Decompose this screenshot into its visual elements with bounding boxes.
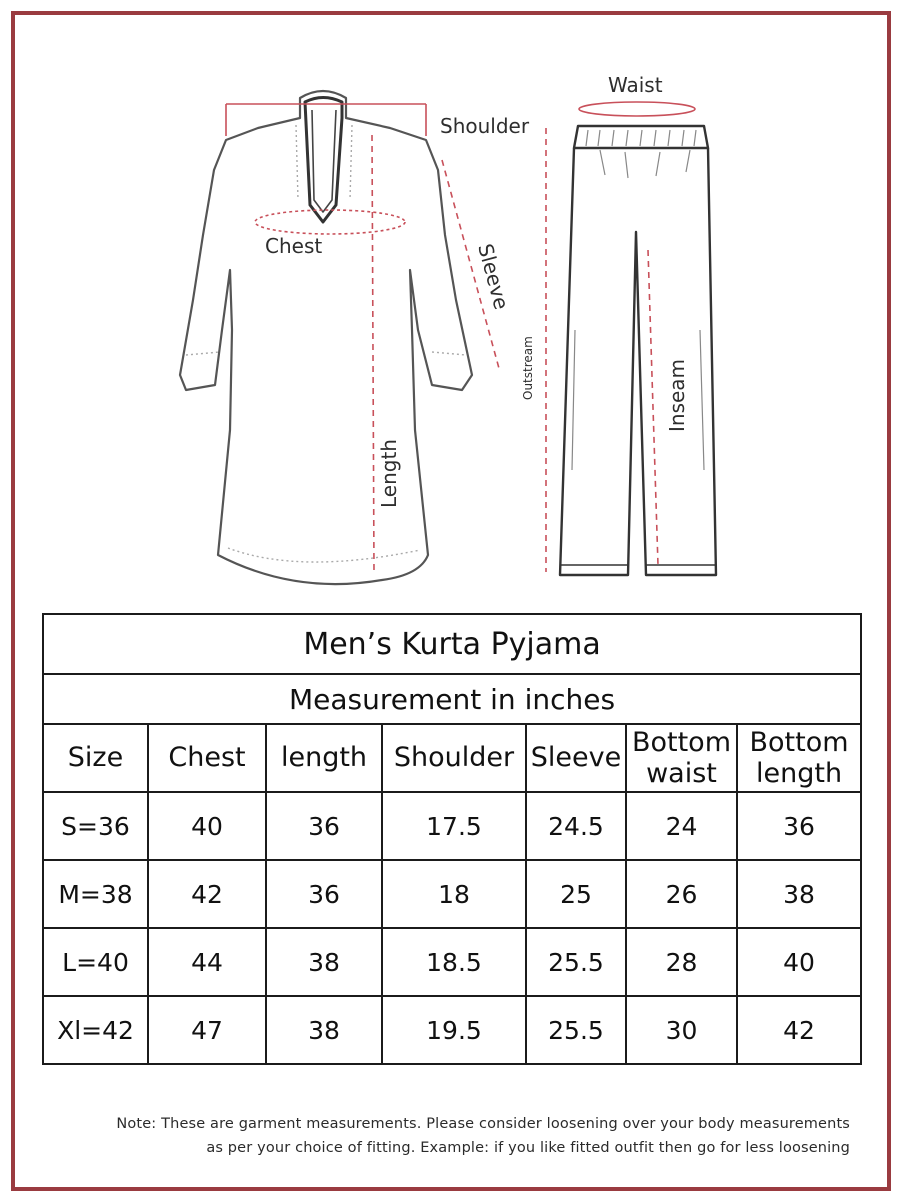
cell-shoulder: 17.5 (382, 792, 526, 860)
fitting-note (40, 1112, 850, 1160)
cell-shoulder: 18 (382, 860, 526, 928)
cell-length: 38 (266, 996, 382, 1064)
cell-bottom-length: 38 (737, 860, 861, 928)
header-bottom-length-line1: Bottom (749, 726, 849, 758)
length-label: Length (377, 439, 401, 508)
table-row (43, 860, 861, 928)
cell-bottom-waist: 24 (626, 792, 737, 860)
cell-bottom-waist: 26 (626, 860, 737, 928)
table-row (43, 996, 861, 1064)
kurta-measure-lines (226, 104, 500, 572)
cell-chest: 42 (148, 860, 266, 928)
header-bottom-length (737, 724, 861, 792)
header-bottom-waist-line1: Bottom (631, 726, 732, 758)
cell-size: Xl=42 (43, 996, 148, 1064)
header-bottom-waist-line2: waist (646, 758, 717, 789)
cell-sleeve: 25.5 (526, 928, 626, 996)
kurta-stitching (186, 125, 466, 562)
chest-label: Chest (265, 234, 323, 258)
table-row (43, 792, 861, 860)
cell-chest: 44 (148, 928, 266, 996)
shoulder-label: Shoulder (440, 114, 530, 138)
header-chest: Chest (148, 724, 266, 792)
header-bottom-waist (626, 724, 737, 792)
cell-size: M=38 (43, 860, 148, 928)
outstream-label: Outstream (521, 336, 535, 400)
pyjama-illustration (560, 126, 716, 575)
cell-chest: 40 (148, 792, 266, 860)
kurta-illustration (180, 91, 472, 584)
header-bottom-length-line2: length (756, 758, 843, 789)
note-line-2: as per your choice of fitting. Example: if you like fitted outfit then go for less loosening (206, 1140, 850, 1156)
cell-sleeve: 24.5 (526, 792, 626, 860)
cell-size: L=40 (43, 928, 148, 996)
note-line-1: Note: These are garment measurements. Please consider loosening over your body measurements (116, 1116, 850, 1132)
cell-sleeve: 25.5 (526, 996, 626, 1064)
table-row (43, 928, 861, 996)
cell-sleeve: 25 (526, 860, 626, 928)
cell-bottom-waist: 28 (626, 928, 737, 996)
cell-shoulder: 18.5 (382, 928, 526, 996)
header-shoulder: Shoulder (382, 724, 526, 792)
cell-chest: 47 (148, 996, 266, 1064)
table-subtitle: Measurement in inches (43, 674, 861, 724)
cell-length: 36 (266, 860, 382, 928)
table-title: Men’s Kurta Pyjama (43, 614, 861, 674)
header-sleeve: Sleeve (526, 724, 626, 792)
cell-size: S=36 (43, 792, 148, 860)
cell-bottom-length: 40 (737, 928, 861, 996)
inseam-label: Inseam (665, 358, 689, 432)
cell-length: 36 (266, 792, 382, 860)
sleeve-label: Sleeve (473, 241, 514, 313)
table-header-row (43, 724, 861, 792)
header-size: Size (43, 724, 148, 792)
cell-bottom-length: 36 (737, 792, 861, 860)
cell-bottom-length: 42 (737, 996, 861, 1064)
header-length: length (266, 724, 382, 792)
cell-shoulder: 19.5 (382, 996, 526, 1064)
cell-length: 38 (266, 928, 382, 996)
size-chart-table (42, 613, 862, 1065)
cell-bottom-waist: 30 (626, 996, 737, 1064)
waist-label: Waist (608, 73, 663, 97)
